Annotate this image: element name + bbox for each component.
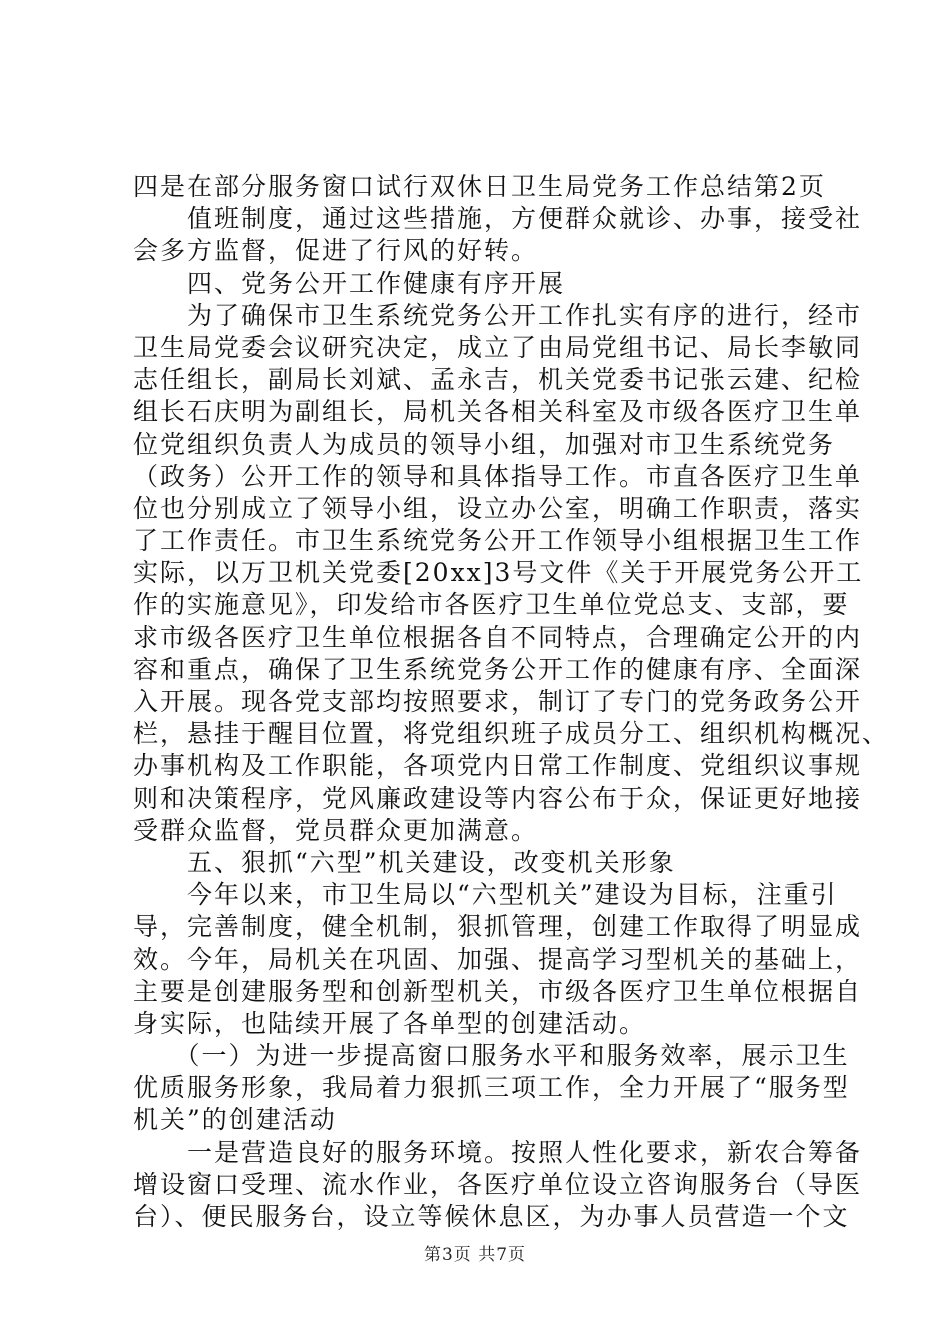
section-heading: 四、党务公开工作健康有序开展 [133,268,566,298]
text-line: 了工作责任。市卫生系统党务公开工作领导小组根据卫生工作 [133,526,863,556]
text-line: （一）为进一步提高窗口服务水平和服务效率，展示卫生 [133,1041,850,1071]
text-line: 求市级各医疗卫生单位根据各自不同特点，合理确定公开的内 [133,622,863,652]
section-heading: 五、狠抓“六型”机关建设，改变机关形象 [133,847,676,877]
text-line: 组长石庆明为副组长，局机关各相关科室及市级各医疗卫生单 [133,397,863,427]
text-line: 位也分别成立了领导小组，设立办公室，明确工作职责，落实 [133,493,863,523]
text-line: 今年以来，市卫生局以“六型机关”建设为目标，注重引 [133,880,838,910]
text-line: 导，完善制度，健全机制，狠抓管理，创建工作取得了明显成 [133,912,863,942]
text-line: 四是在部分服务窗口试行双休日卫生局党务工作总结第2页 [133,172,826,201]
text-line: 会多方监督，促进了行风的好转。 [133,236,539,266]
text-line: 身实际，也陆续开展了各单型的创建活动。 [133,1008,647,1038]
text-line: 实际，以万卫机关党委[20xx]3号文件《关于开展党务公开工 [133,558,864,588]
text-line: （政务）公开工作的领导和具体指导工作。市直各医疗卫生单 [133,461,863,491]
text-line: 受群众监督，党员群众更加满意。 [133,815,539,845]
text-line: 办事机构及工作职能，各项党内日常工作制度、党组织议事规 [133,751,863,781]
text-line: 机关”的创建活动 [133,1105,337,1135]
page-number-footer: 第3页 共7页 [423,1245,527,1265]
text-line: 容和重点，确保了卫生系统党务公开工作的健康有序、全面深 [133,654,863,684]
text-line: 卫生局党委会议研究决定，成立了由局党组书记、局长李敏同 [133,332,863,362]
document-body [133,171,890,1233]
text-line: 增设窗口受理、流水作业，各医疗单位设立咨询服务台（导医 [133,1169,863,1199]
text-line: 入开展。现各党支部均按照要求，制订了专门的党务政务公开 [133,687,863,716]
text-line: 为了确保市卫生系统党务公开工作扎实有序的进行，经市 [133,300,863,330]
text-line: 位党组织负责人为成员的领导小组，加强对市卫生系统党务 [133,429,836,459]
text-line: 则和决策程序，党风廉政建设等内容公布于众，保证更好地接 [133,783,863,813]
text-line: 值班制度，通过这些措施，方便群众就诊、办事，接受社 [133,204,863,234]
text-line: 一是营造良好的服务环境。按照人性化要求，新农合筹备 [133,1137,863,1167]
text-line: 效。今年，局机关在巩固、加强、提高学习型机关的基础上， [133,944,863,974]
text-line: 作的实施意见》，印发给市各医疗卫生单位党总支、支部，要 [133,590,850,620]
text-line: 优质服务形象，我局着力狠抓三项工作，全力开展了“服务型 [133,1073,850,1103]
text-line: 主要是创建服务型和创新型机关，市级各医疗卫生单位根据自 [133,976,863,1006]
text-line: 台）、便民服务台，设立等候休息区，为办事人员营造一个文 [133,1202,850,1231]
text-line: 志任组长，副局长刘斌、孟永吉，机关党委书记张云建、纪检 [133,365,863,395]
text-line: 栏，悬挂于醒目位置，将党组织班子成员分工、组织机构概况、 [133,719,890,749]
